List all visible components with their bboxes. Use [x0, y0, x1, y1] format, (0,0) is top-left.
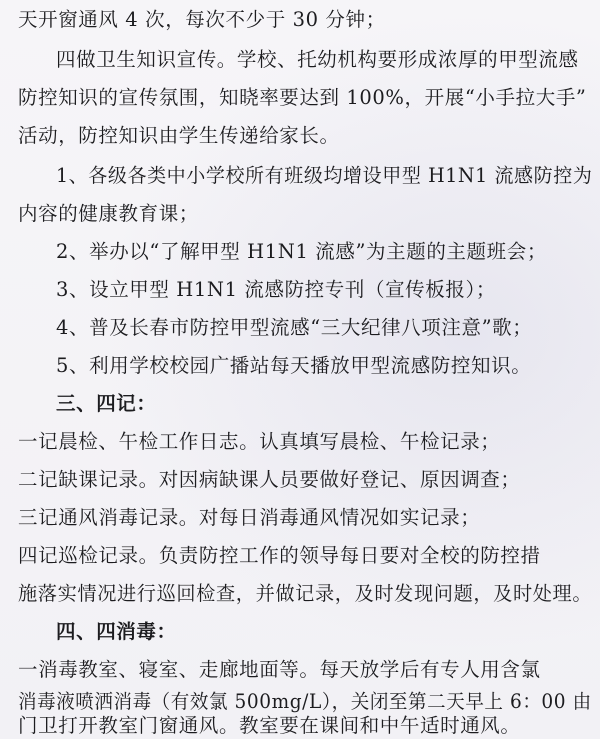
text-line-continuation: 天开窗通风 4 次，每次不少于 30 分钟；: [18, 8, 386, 31]
text-line: 活动，防控知识由学生传递给家长。: [18, 124, 340, 147]
list-item-4: 4、普及长春市防控甲型流感“三大纪律八项注意”歌；: [56, 316, 533, 339]
section-heading-four-disinfections: 四、四消毒：: [56, 620, 177, 643]
text-line: 施落实情况进行巡回检查，并做记录，及时发现问题，及时处理。: [18, 582, 593, 605]
text-line: 消毒液喷洒消毒（有效氯 500mg/L），关闭至第二天早上 6：00 由: [18, 690, 592, 713]
text-line: 内容的健康教育课；: [18, 202, 199, 225]
text-line: 防控知识的宣传氛围，知晓率要达到 100%，开展“小手拉大手”: [18, 86, 587, 109]
list-item-5: 5、利用学校校园广播站每天播放甲型流感防控知识。: [56, 354, 532, 377]
disinfection-item-1: 一消毒教室、寝室、走廊地面等。每天放学后有专人用含氯: [18, 658, 541, 681]
list-item-3: 3、设立甲型 H1N1 流感防控专刊（宣传板报）；: [56, 278, 496, 301]
record-item-1: 一记晨检、午检工作日志。认真填写晨检、午检记录；: [18, 430, 501, 453]
record-item-4: 四记巡检记录。负责防控工作的领导每日要对全校的防控措: [18, 544, 541, 567]
section-heading-four-records: 三、四记：: [56, 392, 157, 415]
paragraph-publicity-heading: 四做卫生知识宣传。学校、托幼机构要形成浓厚的甲型流感: [56, 48, 579, 71]
text-line: 门卫打开教室门窗通风。教室要在课间和中午适时通风。: [18, 714, 521, 737]
record-item-2: 二记缺课记录。对因病缺课人员要做好登记、原因调查；: [18, 468, 521, 491]
list-item-1: 1、各级各类中小学校所有班级均增设甲型 H1N1 流感防控为: [56, 164, 593, 187]
record-item-3: 三记通风消毒记录。对每日消毒通风情况如实记录；: [18, 506, 481, 529]
list-item-2: 2、举办以“了解甲型 H1N1 流感”为主题的主题班会；: [56, 240, 547, 263]
